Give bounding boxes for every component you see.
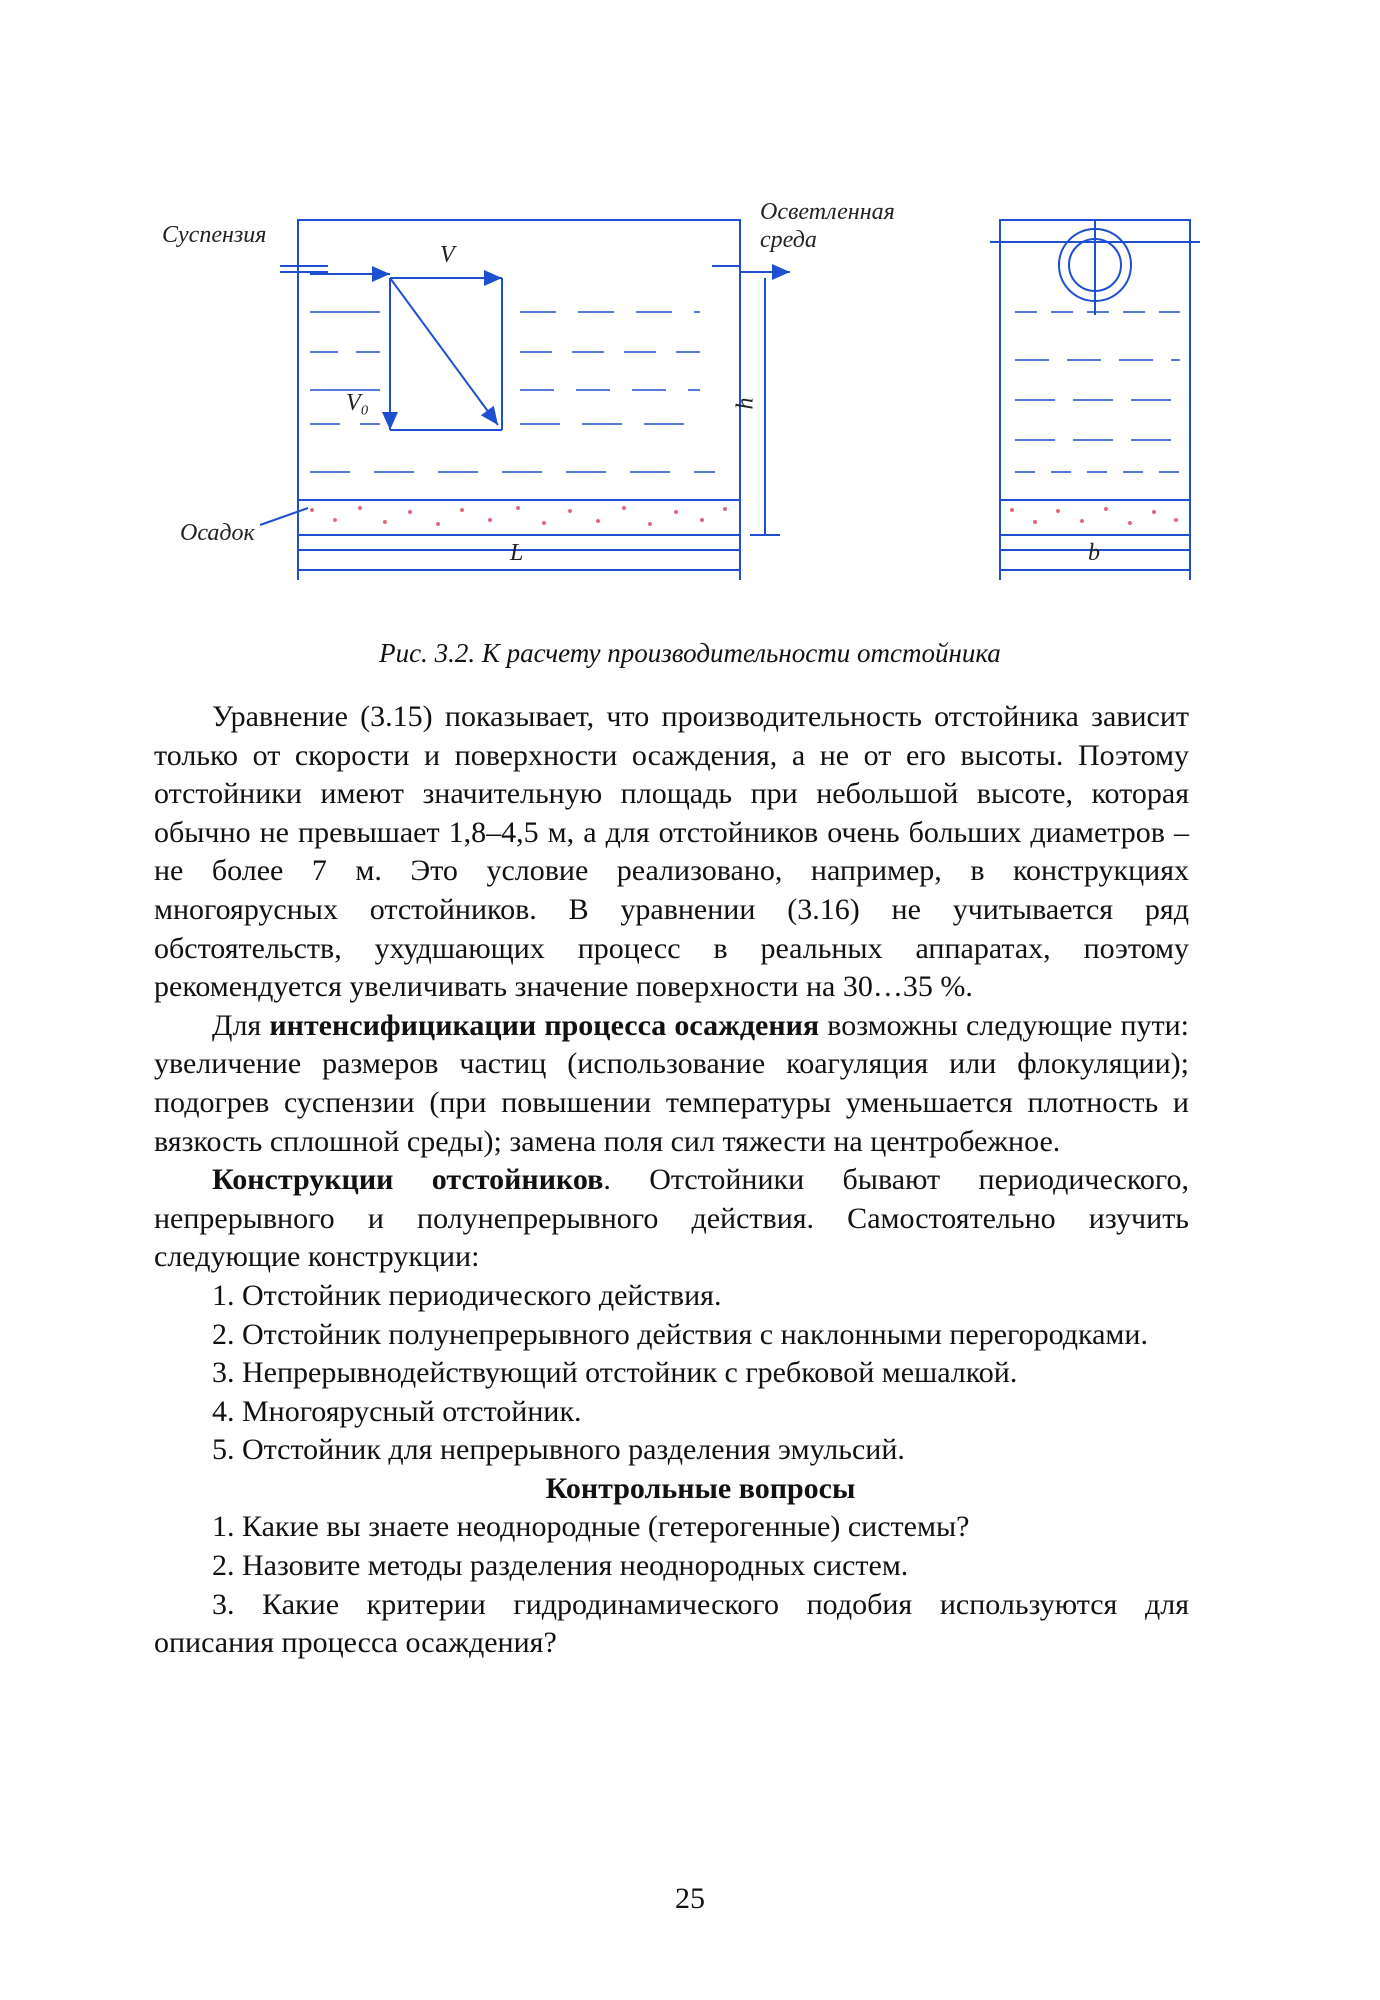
paragraph-3 bbox=[154, 1161, 1189, 1277]
question-item: 2. Назовите методы разделения неоднородных систем. bbox=[212, 1549, 909, 1583]
construction-item: 2. Отстойник полунепрерывного действия с наклонными перегородками. bbox=[212, 1317, 1148, 1351]
label-h: h bbox=[732, 397, 759, 410]
section-heading: Контрольные вопросы bbox=[545, 1471, 856, 1505]
question-item: 3. Какие критерии гидродинамического подобия используются для описания процесса осаждения? bbox=[154, 1587, 1189, 1660]
settler-diagram bbox=[140, 190, 1240, 610]
p3-rest: . Отстойники бывают периодического, непрерывного и полунепрерывного действия. Самостоятельно изучить следующие конструкции: bbox=[154, 1163, 1189, 1274]
resultant-arrow bbox=[390, 278, 498, 425]
page-number: 25 bbox=[675, 1882, 705, 1915]
paragraph-1: Уравнение (3.15) показывает, что производительность отстойника зависит только от скорости и поверхности осаждения, а не от его высоты. Поэтому отстойники имеют значительную площадь при небольшой высоте, которая обычно не превышает 1,8–4,5 м, а для отстойников очень больших диаметров – не более 7 м. Это условие реализовано, например, в конструкциях многоярусных отстойников. В уравнении (3.16) не учитывается ряд обстоятельств, ухудшающих процесс в реальных аппаратах, поэтому рекомендуется увеличивать значение поверхности на 30…35 %. bbox=[154, 700, 1189, 1004]
p2-start: Для bbox=[212, 1008, 270, 1042]
label-b: b bbox=[1088, 540, 1100, 566]
label-clarified: Осветленная среда bbox=[760, 199, 895, 253]
label-sediment: Осадок bbox=[180, 520, 255, 546]
construction-item: 5. Отстойник для непрерывного разделения эмульсий. bbox=[212, 1433, 905, 1467]
p2-bold: интенсифицикации процесса осаждения bbox=[269, 1008, 820, 1042]
p3-bold: Конструкции отстойников bbox=[212, 1163, 604, 1197]
sediment-dots bbox=[310, 506, 1178, 526]
label-L: L bbox=[510, 540, 524, 566]
paragraph-2 bbox=[154, 1007, 1189, 1161]
construction-item: 1. Отстойник периодического действия. bbox=[212, 1278, 722, 1312]
construction-item: 4. Многоярусный отстойник. bbox=[212, 1394, 582, 1428]
settler-figure bbox=[140, 190, 1240, 610]
label-v0: V₀ bbox=[346, 390, 370, 416]
label-suspension: Суспензия bbox=[162, 222, 267, 248]
p2-rest: возможны следующие пути: увеличение размеров частиц (использование коагуляция или флокуляции); подогрев суспензии (при повышении температуры уменьшается плотность и вязкость сплошной среды); замена поля сил тяжести на центробежное. bbox=[154, 1008, 1190, 1158]
question-item: 1. Какие вы знаете неоднородные (гетерогенные) системы? bbox=[212, 1510, 970, 1544]
construction-item: 3. Непрерывнодействующий отстойник с гребковой мешалкой. bbox=[212, 1356, 1018, 1390]
label-v: V bbox=[440, 242, 455, 268]
body-text bbox=[154, 698, 1189, 1663]
figure-caption: Рис. 3.2. К расчету производительности отстойника bbox=[379, 638, 1001, 668]
